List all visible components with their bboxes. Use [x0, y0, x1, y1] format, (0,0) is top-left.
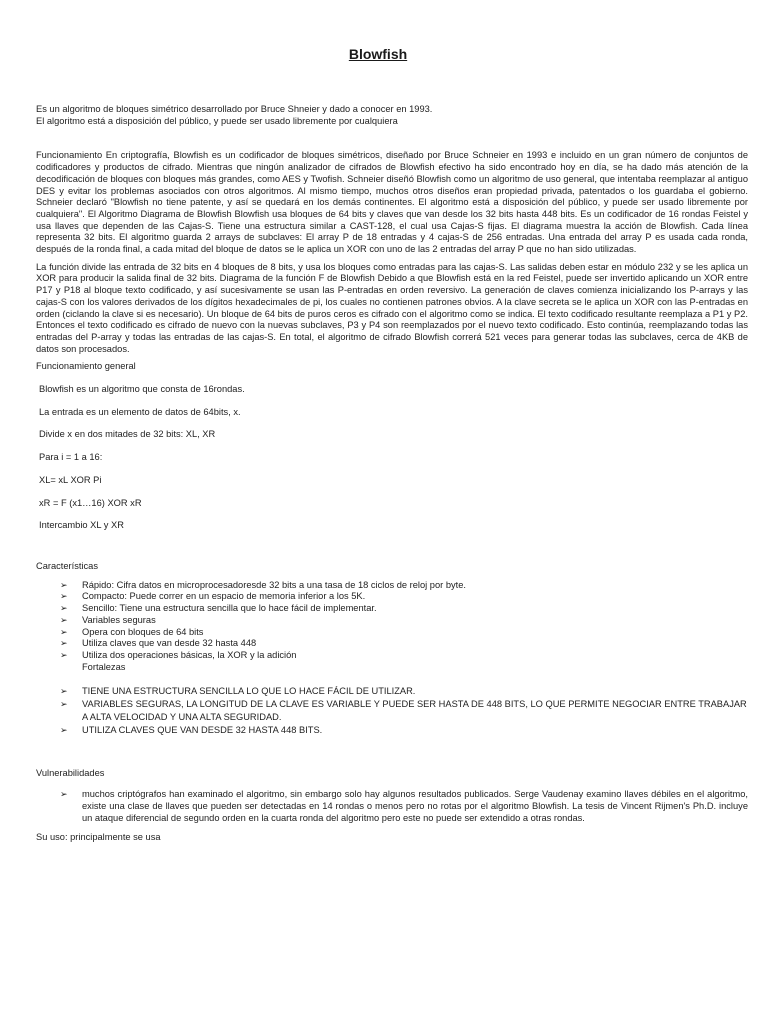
- list-item-text: Variables seguras: [82, 614, 156, 625]
- arrow-bullet-icon: ➢: [60, 603, 68, 614]
- list-item: [36, 698, 748, 724]
- arrow-bullet-icon: ➢: [60, 638, 68, 649]
- heading-vulnerabilidades: Vulnerabilidades: [36, 767, 105, 778]
- characteristics-list: [36, 580, 748, 662]
- list-item-text: Opera con bloques de 64 bits: [82, 626, 204, 637]
- list-item-text: muchos criptógrafos han examinado el algoritmo, sin embargo solo hay algunos resultados publicados. Serge Vaudenay examino llaves débiles en el algoritmo, existe una clase de llaves que pueden ser detectadas en 14 rondas o menos pero no rotas por el algoritmo Blowfish. La tesis de Vincent Rijmen's Ph.D. incluye un ataque diferencial de segundo orden en la cuarta ronda del algoritmo pero este no puede ser extendido a otras rondas.: [82, 789, 748, 823]
- arrow-bullet-icon: ➢: [60, 591, 68, 602]
- list-item-text: TIENE UNA ESTRUCTURA SENCILLA LO QUE LO HACE FÁCIL DE UTILIZAR.: [82, 686, 416, 697]
- list-item: [36, 591, 748, 603]
- list-item: [36, 724, 748, 737]
- arrow-bullet-icon: ➢: [60, 579, 68, 590]
- general-line: Blowfish es un algoritmo que consta de 16rondas.: [39, 384, 245, 395]
- list-item-text: Sencillo: Tiene una estructura sencilla que lo hace fácil de implementar.: [82, 603, 377, 614]
- list-item: [36, 615, 748, 627]
- list-item-text: Rápido: Cifra datos en microprocesadoresde 32 bits a una tasa de 18 ciclos de reloj por byte.: [82, 579, 466, 590]
- vulnerabilities-list: [36, 789, 748, 824]
- list-item: [36, 685, 748, 698]
- heading-funcionamiento-general: Funcionamiento general: [36, 361, 136, 372]
- intro-line-1: Es un algoritmo de bloques simétrico desarrollado por Bruce Shneier y dado a conocer en 1993.: [36, 104, 433, 114]
- general-lines: [36, 384, 748, 532]
- document-body: [36, 104, 748, 844]
- arrow-bullet-icon: ➢: [60, 626, 68, 637]
- list-item: [36, 650, 748, 662]
- document-title: Blowfish: [348, 46, 408, 62]
- arrow-bullet-icon: ➢: [60, 686, 68, 697]
- paragraph-funcion: La función divide las entrada de 32 bits en 4 bloques de 8 bits, y usa los bloques como entradas para las cajas-S. Las salidas deben estar en módulo 232 y se les aplica un XOR para producir la salida final de 32 bits. Diagrama de la función F de Blowfish Debido a que Blowfish está en la red Feistel, puede ser invertido aplicando un XOR entre P17 y P18 al bloque texto codificado, y así sucesivamente se usan las P-entradas en orden reversivo. La generación de claves comienza inicializando los P-arrays y las cajas-S con los valores derivados de los dígitos hexadecimales de pi, los cuales no contienen patrones obvios. A la clave secreta se le aplica un XOR con las P-entradas en orden (ciclando la clave si es necesario). Un bloque de 64 bits de puros ceros es cifrado con el algoritmo como se indica. El texto codificado resultante reemplaza a P1 y P2. Entonces el texto codificado es cifrado de nuevo con la nuevas subclaves, P3 y P4 son reemplazados por el nuevo texto codificado. Esto continúa, reemplazando todas las entradas del P-array y todas las entradas de las cajas-S. En total, el algoritmo de cifrado Blowfish correrá 521 veces para generar todas las subclaves, cerca de 4KB de datos son procesados.: [36, 261, 748, 354]
- arrow-bullet-icon: ➢: [60, 649, 68, 660]
- list-item-text: VARIABLES SEGURAS, LA LONGITUD DE LA CLAVE ES VARIABLE Y PUEDE SER HASTA DE 448 BITS, LO QUE PERMITE NEGOCIAR ENTRE TRABAJAR A ALTA VELOCIDAD Y UNA ALTA SEGURIDAD.: [82, 699, 747, 722]
- arrow-bullet-icon: ➢: [60, 699, 68, 710]
- list-item: [36, 603, 748, 615]
- list-item-text: UTILIZA CLAVES QUE VAN DESDE 32 HASTA 448 BITS.: [82, 724, 323, 735]
- su-uso-line: Su uso: principalmente se usa: [36, 832, 161, 843]
- general-line: XL= xL XOR Pi: [39, 474, 102, 485]
- strengths-list: [36, 685, 748, 736]
- paragraph-funcionamiento: Funcionamiento En criptografía, Blowfish es un codificador de bloques simétricos, diseñado por Bruce Schneier en 1993 e incluido en un gran número de conjuntos de codificadores y productos de cifrado. Mientras que ningún analizador de cifrados de Blowfish efectivo ha sido encontrado hoy en día, se ha dado más atención de la decodificación de bloques con bloques más grandes, como AES y Twofish. Schneier diseñó Blowfish como un algoritmo de uso general, que intentaba reemplazar al antiguo DES y evitar los problemas asociados con otros algoritmos. Al mismo tiempo, muchos otros diseños eran propiedad privada, patentados o los guardaba el gobierno. Schneier declaró "Blowfish no tiene patente, y así se quedará en los demás continentes. El algoritmo está a disposición del público, y puede ser usado libremente por cualquiera". El Algoritmo Diagrama de Blowfish Blowfish usa bloques de 64 bits y claves que van desde los 32 bits hasta 448 bits. Es un codificador de 16 rondas Feistel y usa llaves que dependen de las Cajas-S. Tiene una estructura similar a CAST-128, el cual usa Cajas-S fijas. El diagrama muestra la acción de Blowfish. Cada línea representa 32 bits. El algoritmo guarda 2 arrays de subclaves: El array P de 18 entradas y 4 cajas-S de 256 entradas. Una entrada del array P es usada cada ronda, después de la ronda final, a cada mitad del bloque de datos se le aplica un XOR con uno de las 2 entradas del array P que no han sido utilizadas.: [36, 150, 748, 255]
- intro-line-2: El algoritmo está a disposición del público, y puede ser usado libremente por cualquiera: [36, 115, 398, 126]
- general-line: xR = F (x1…16) XOR xR: [39, 497, 142, 508]
- list-item-text: Utiliza claves que van desde 32 hasta 448: [82, 638, 257, 649]
- list-item-text: Utiliza dos operaciones básicas, la XOR y la adición: [82, 649, 297, 660]
- list-item: [36, 580, 748, 592]
- general-line: Intercambio XL y XR: [39, 520, 124, 531]
- general-line: La entrada es un elemento de datos de 64bits, x.: [39, 406, 241, 417]
- list-item: [36, 638, 748, 650]
- list-item-text: Compacto: Puede correr en un espacio de memoria inferior a los 5K.: [82, 591, 366, 602]
- fortalezas-label: Fortalezas: [82, 661, 126, 672]
- general-line: Divide x en dos mitades de 32 bits: XL, XR: [39, 429, 216, 440]
- general-line: Para i = 1 a 16:: [39, 452, 103, 463]
- arrow-bullet-icon: ➢: [60, 789, 68, 800]
- list-item: [36, 789, 748, 824]
- list-item: [36, 627, 748, 639]
- arrow-bullet-icon: ➢: [60, 614, 68, 625]
- heading-caracteristicas: Características: [36, 560, 98, 571]
- arrow-bullet-icon: ➢: [60, 724, 68, 735]
